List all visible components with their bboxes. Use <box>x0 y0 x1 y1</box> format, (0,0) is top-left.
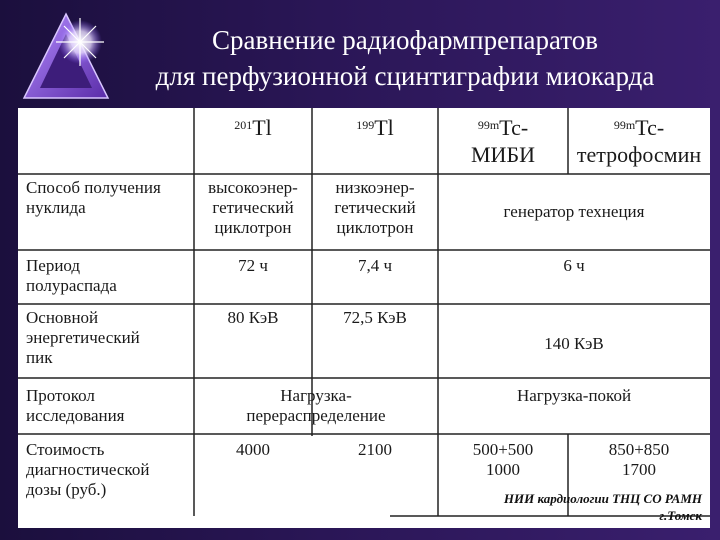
header-tl201: $^{201}$Tl <box>234 115 272 140</box>
cell-energy-tl199: 72,5 КэВ <box>343 308 407 327</box>
row-label-protocol: Протокол исследования <box>26 386 125 425</box>
cell-cost-mibi: 500+500 1000 <box>472 440 534 479</box>
cell-cost-tl201: 4000 <box>236 440 270 459</box>
cell-half-life-tl201: 72 ч <box>238 256 268 275</box>
comparison-table <box>18 108 710 528</box>
header-tl199: $^{199}$Tl <box>356 115 394 140</box>
cell-production-tl199: низкоэнер- гетический циклотрон <box>334 178 416 237</box>
cell-cost-tl199: 2100 <box>358 440 392 459</box>
header-tc-tetrofosmin: $^{99m}$Tc- тетрофосмин <box>576 115 702 167</box>
row-label-energy-peak: Основной энергетический пик <box>26 308 140 367</box>
cell-protocol-tc: Нагрузка-покой <box>516 386 632 405</box>
row-label-production: Способ получения нуклида <box>26 178 161 217</box>
institution-footer <box>504 490 702 524</box>
cell-production-tc: генератор технеция <box>503 202 645 221</box>
row-label-cost: Стоимость диагностической дозы (руб.) <box>26 440 150 499</box>
footer-line-1: НИИ кардиологии ТНЦ СО РАМН <box>503 491 702 506</box>
cell-half-life-tc: 6 ч <box>563 256 585 275</box>
row-label-half-life: Период полураспада <box>26 256 117 295</box>
header-tc-mibi: $^{99m}$Tc- МИБИ <box>471 115 535 167</box>
cell-production-tl201: высокоэнер- гетический циклотрон <box>208 178 298 237</box>
title-line-2: для перфузионной сцинтиграфии миокарда <box>155 61 655 91</box>
slide-title <box>95 22 715 94</box>
cell-energy-tc: 140 КэВ <box>544 334 604 353</box>
cell-half-life-tl199: 7,4 ч <box>357 256 393 275</box>
cell-energy-tl201: 80 КэВ <box>227 308 279 327</box>
footer-line-2: г.Томск <box>659 508 702 523</box>
cell-protocol-tl: Нагрузка- перераспределение <box>246 386 386 425</box>
cell-cost-tetrofosmin: 850+850 1700 <box>608 440 670 479</box>
title-line-1: Сравнение радиофармпрепаратов <box>212 25 598 55</box>
